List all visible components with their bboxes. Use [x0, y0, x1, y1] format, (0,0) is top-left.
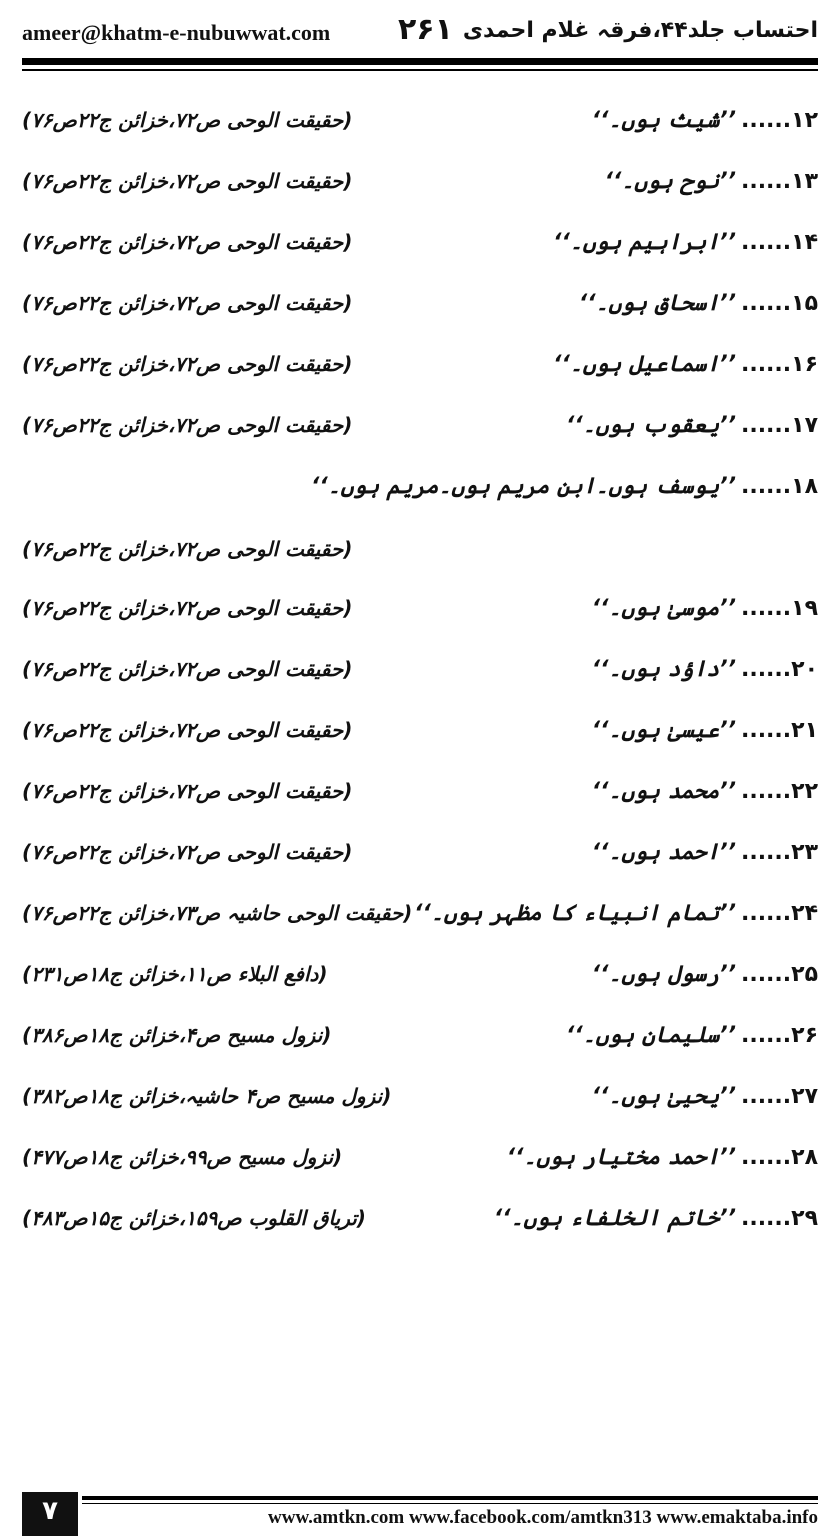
- list-item: [22, 344, 818, 405]
- entry-quote: ’’احمد مختیار ہوں۔‘‘: [506, 1145, 736, 1170]
- entry-quote: ’’رسول ہوں۔‘‘: [591, 962, 736, 987]
- entry-number: ۲۹......: [740, 1206, 818, 1231]
- entry-reference: (حقیقت الوحی ص۷۲،خزائن ج۲۲ص۷۶): [22, 718, 353, 742]
- entry-quote: ’’عیسیٰ ہوں۔‘‘: [591, 718, 736, 743]
- footer-links[interactable]: www.amtkn.com www.facebook.com/amtkn313 www.emaktaba.info: [268, 1507, 818, 1528]
- entry-reference: (حقیقت الوحی ص۷۲،خزائن ج۲۲ص۷۶): [22, 108, 353, 132]
- list-item: [22, 588, 818, 649]
- list-item: [22, 222, 818, 283]
- entry-reference: (حقیقت الوحی ص۷۲،خزائن ج۲۲ص۷۶): [22, 169, 353, 193]
- list-item: [22, 161, 818, 222]
- list-item: [22, 1137, 818, 1198]
- entry-number: ۱۶......: [740, 352, 818, 377]
- entry-reference: (حقیقت الوحی ص۷۲،خزائن ج۲۲ص۷۶): [22, 537, 353, 561]
- entry-reference: (دافع البلاء ص۱۱،خزائن ج۱۸ص۲۳۱): [22, 962, 328, 986]
- entry-quote: ’’اسماعیل ہوں۔‘‘: [553, 352, 736, 377]
- entry-quote: ’’سلیمان ہوں۔‘‘: [566, 1023, 736, 1048]
- footer-rule-thin: [82, 1503, 818, 1504]
- entry-quote: ’’یعقوب ہوں۔‘‘: [566, 413, 736, 438]
- entry-quote: ’’احمد ہوں۔‘‘: [591, 840, 736, 865]
- entry-reference: (حقیقت الوحی ص۷۲،خزائن ج۲۲ص۷۶): [22, 413, 353, 437]
- entry-number: ۱۴......: [740, 230, 818, 255]
- entry-quote: ’’محمد ہوں۔‘‘: [591, 779, 736, 804]
- entry-reference: (حقیقت الوحی ص۷۲،خزائن ج۲۲ص۷۶): [22, 657, 353, 681]
- footer-page-marker-box: [22, 1492, 78, 1536]
- entry-reference: (حقیقت الوحی ص۷۲،خزائن ج۲۲ص۷۶): [22, 230, 353, 254]
- entry-list: [22, 100, 818, 1259]
- entry-reference: (نزول مسیح ص۹۹،خزائن ج۱۸ص۴۷۷): [22, 1145, 343, 1169]
- list-item: [22, 1076, 818, 1137]
- entry-quote: ’’شیث ہوں۔‘‘: [591, 108, 736, 133]
- entry-reference: (حقیقت الوحی ص۷۲،خزائن ج۲۲ص۷۶): [22, 840, 353, 864]
- entry-number: ۲۳......: [740, 840, 818, 865]
- page-number: ۲۶۱: [398, 12, 453, 47]
- entry-number: ۲۰......: [740, 657, 818, 682]
- list-item: [22, 893, 818, 954]
- list-item: [22, 1198, 818, 1259]
- entry-quote: ’’یوسف ہوں۔ابن مریم ہوں۔مریم ہوں۔‘‘: [310, 474, 736, 499]
- entry-quote: ’’موسیٰ ہوں۔‘‘: [591, 596, 736, 621]
- list-item: [22, 1015, 818, 1076]
- entry-reference: (نزول مسیح ص۴،خزائن ج۱۸ص۳۸۶): [22, 1023, 332, 1047]
- entry-number: ۱۹......: [740, 596, 818, 621]
- entry-quote: ’’تمام انبیاء کا مظہر ہوں۔‘‘: [414, 901, 736, 926]
- entry-reference: (حقیقت الوحی ص۷۲،خزائن ج۲۲ص۷۶): [22, 352, 353, 376]
- page-footer: [22, 1492, 818, 1536]
- page-header: [0, 0, 840, 60]
- list-item: [22, 405, 818, 466]
- entry-number: ۲۸......: [740, 1145, 818, 1170]
- entry-quote: ’’داؤد ہوں۔‘‘: [591, 657, 736, 682]
- entry-quote: ’’اسحاق ہوں۔‘‘: [578, 291, 736, 316]
- list-item: [22, 466, 818, 527]
- entry-reference: (تریاق القلوب ص۱۵۹،خزائن ج۱۵ص۴۸۳): [22, 1206, 366, 1230]
- entry-number: ۲۶......: [740, 1023, 818, 1048]
- entry-number: ۱۷......: [740, 413, 818, 438]
- header-rule-thick: [22, 58, 818, 65]
- entry-number: ۲۱......: [740, 718, 818, 743]
- entry-quote: ’’نوح ہوں۔‘‘: [604, 169, 736, 194]
- book-title: احتساب جلد۴۴،فرقہ غلام احمدی: [462, 18, 818, 43]
- entry-quote: ’’یحییٰ ہوں۔‘‘: [591, 1084, 736, 1109]
- entry-number: ۲۴......: [740, 901, 818, 926]
- list-item: [22, 954, 818, 1015]
- entry-number: ۱۵......: [740, 291, 818, 316]
- footer-page-marker: ۷: [42, 1496, 58, 1526]
- list-item: [22, 649, 818, 710]
- entry-reference: (حقیقت الوحی حاشیہ ص۷۳،خزائن ج۲۲ص۷۶): [22, 901, 413, 925]
- header-email: ameer@khatm-e-nubuwwat.com: [22, 20, 331, 45]
- list-item: [22, 283, 818, 344]
- footer-rule-thick: [82, 1496, 818, 1500]
- list-item: [22, 527, 818, 588]
- entry-reference: (حقیقت الوحی ص۷۲،خزائن ج۲۲ص۷۶): [22, 291, 353, 315]
- list-item: [22, 832, 818, 893]
- list-item: [22, 710, 818, 771]
- entry-number: ۲۲......: [740, 779, 818, 804]
- list-item: [22, 771, 818, 832]
- entry-number: ۱۸......: [740, 474, 818, 499]
- entry-number: ۲۷......: [740, 1084, 818, 1109]
- header-rule-thin: [22, 69, 818, 71]
- list-item: [22, 100, 818, 161]
- entry-reference: (حقیقت الوحی ص۷۲،خزائن ج۲۲ص۷۶): [22, 596, 353, 620]
- entry-quote: ’’خاتم الخلفاء ہوں۔‘‘: [493, 1206, 736, 1231]
- entry-reference: (حقیقت الوحی ص۷۲،خزائن ج۲۲ص۷۶): [22, 779, 353, 803]
- entry-quote: ’’ابراہیم ہوں۔‘‘: [553, 230, 736, 255]
- entry-number: ۱۲......: [740, 108, 818, 133]
- entry-number: ۱۳......: [740, 169, 818, 194]
- entry-number: ۲۵......: [740, 962, 818, 987]
- entry-reference: (نزول مسیح ص۴ حاشیہ،خزائن ج۱۸ص۳۸۲): [22, 1084, 392, 1108]
